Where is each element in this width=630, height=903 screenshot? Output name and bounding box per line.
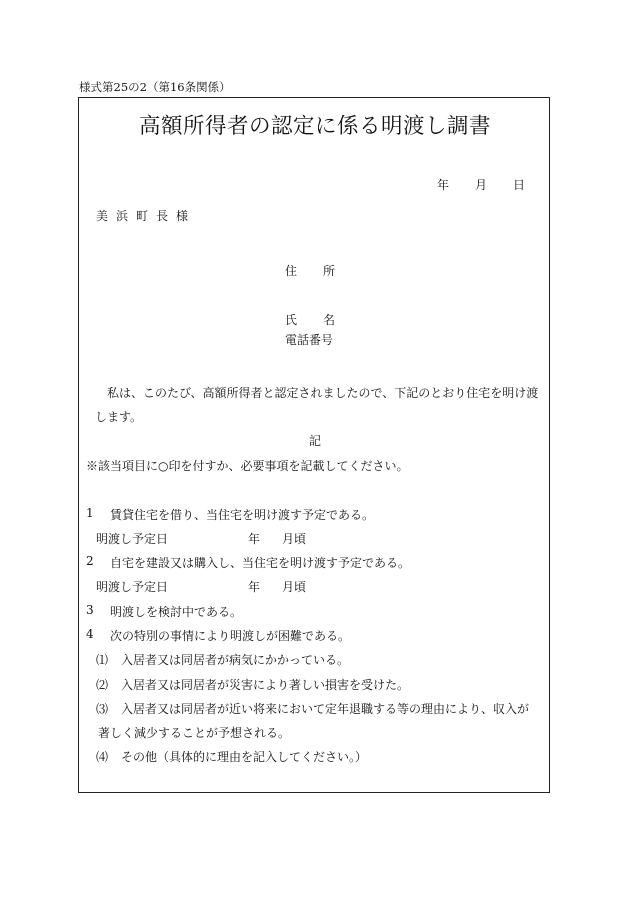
address-label: 住所 [285,264,362,278]
date-year-label: 年 [436,178,449,192]
schedule-label: 明渡し予定日 [96,580,169,594]
item-number-3: 3 [86,603,94,617]
schedule-month-label: 月頃 [282,532,307,546]
date-day-label: 日 [512,178,525,192]
schedule-year-label: 年 [248,532,261,546]
item-number-4: 4 [86,627,94,641]
item-text-4: 次の特別の事情により明渡しが困難である。 [110,629,351,643]
schedule-year-label: 年 [248,580,261,594]
addressee: 美浜町長様 [96,209,197,223]
phone-label: 電話番号 [285,333,334,347]
name-label: 氏名 [285,313,362,327]
item-text-3: 明渡しを検討中である。 [110,605,243,619]
schedule-row-2 [96,578,307,595]
item-number-1: 1 [86,506,94,520]
page-title: 高額所得者の認定に係る明渡し調書 [138,114,491,139]
subitem-text-2: 入居者又は同居者が災害により著しい損害を受けた。 [121,678,410,692]
subitem-text-3: 入居者又は同居者が近い将来において定年退職する等の理由により、収入が [121,702,530,716]
subitem-number-1: ⑴ [96,653,109,667]
form-label: 様式第25の2（第16条関係） [79,80,231,94]
ki-heading: 記 [308,434,321,448]
document-frame [78,97,550,793]
date-month-label: 月 [474,178,487,192]
instruction-note: ※該当項目に○印を付すか、必要事項を記載してください。 [86,459,409,473]
subitem-number-2: ⑵ [96,678,109,692]
date-line [437,176,525,193]
subitem-text-3-continued: 著しく減少することが予想される。 [98,726,291,740]
subitem-text-1: 入居者又は同居者が病気にかかっている。 [121,653,350,667]
body-text: 私は、このたび、高額所得者と認定されましたので、下記のとおり住宅を明け渡します。 [95,386,539,424]
subitem-number-3: ⑶ [96,702,109,716]
subitem-text-4: その他（具体的に理由を記入してください。） [121,750,368,764]
item-number-2: 2 [86,554,94,568]
schedule-row-1 [96,530,307,547]
item-text-2: 自宅を建設又は購入し、当住宅を明け渡す予定である。 [110,556,411,570]
schedule-month-label: 月頃 [282,580,307,594]
schedule-label: 明渡し予定日 [96,532,169,546]
item-text-1: 賃貸住宅を借り、当住宅を明け渡す予定である。 [110,508,375,522]
subitem-number-4: ⑷ [96,750,109,764]
